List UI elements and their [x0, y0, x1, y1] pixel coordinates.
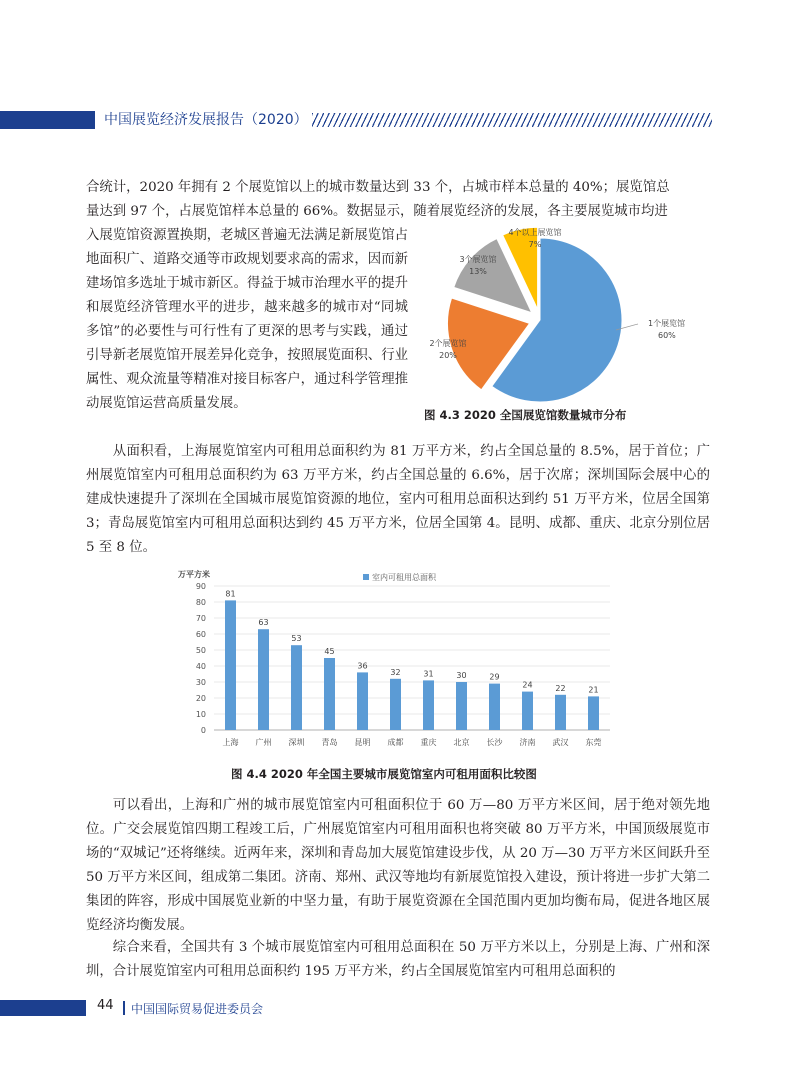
- y-tick-label: 80: [195, 598, 206, 607]
- pie-slice-label: 2个展览馆: [429, 339, 467, 348]
- paragraph-2: 从面积看，上海展览馆室内可租用总面积约为 81 万平方米，约占全国总量的 8.5%，居于首位；广州展览馆室内可租用总面积约为 63 万平方米，约占全国总量的 6.6%，居于次席；深圳国际会展中心的建成快速提升了深圳在全国城市展览馆资源的地位，室内可租用总面积达到约 51 万平方米，位居全国第 3；青岛展览馆室内可租用总面积达到约 45 万平方米，位居全国第 4。昆明、成都、重庆、北京分别位居 5 至 8 位。: [86, 444, 710, 555]
- bar: [522, 692, 533, 730]
- y-tick-label: 40: [195, 662, 206, 671]
- x-category-label: 上海: [222, 738, 239, 747]
- y-tick-label: 20: [195, 694, 206, 703]
- paragraph-1-line-1: 合统计，2020 年拥有 2 个展览馆以上的城市数量达到 33 个，占城市样本总量的 40%；展览馆总: [86, 180, 670, 195]
- bar: [489, 684, 500, 730]
- bar-chart-figure-4-4: [172, 562, 614, 757]
- pie-chart-figure-4-3: [420, 222, 720, 428]
- x-category-label: 重庆: [420, 738, 437, 747]
- bar-value-label: 45: [324, 647, 335, 656]
- bar: [225, 600, 236, 730]
- x-category-label: 长沙: [486, 738, 503, 747]
- pie-slice-percent: 7%: [528, 240, 542, 249]
- bar: [357, 672, 368, 730]
- x-category-label: 深圳: [288, 738, 305, 747]
- report-title: 中国展览经济发展报告（2020）: [104, 112, 308, 128]
- bar-value-label: 63: [258, 618, 269, 628]
- legend-swatch: [363, 574, 369, 580]
- bar-value-label: 31: [423, 669, 434, 679]
- bar-series: [223, 589, 602, 747]
- pie-slices: [448, 227, 622, 402]
- header-hatch-decoration: [312, 113, 712, 127]
- bar: [423, 680, 434, 730]
- paragraph-1-wrap: 入展览馆资源置换期，老城区普遍无法满足新展览馆占地面积广、道路交通等市政规划要求高的需求，因而新建场馆多选址于城市新区。得益于城市治理水平的提升和展览经济管理水平的进步，越来越多的城市对“同城多馆”的必要性与可行性有了更深的思考与实践，通过引导新老展览馆开展差异化竞争，按照展览面积、行业属性、观众流量等精准对接目标客户，通过科学管理推动展览馆运营高质量发展。: [86, 228, 408, 411]
- legend-label: 室内可租用总面积: [372, 573, 436, 582]
- figure-4-3-caption: 图 4.3 2020 全国展览馆数量城市分布: [424, 408, 627, 422]
- y-tick-label: 90: [195, 582, 206, 591]
- x-category-label: 昆明: [354, 738, 371, 747]
- pie-slice-percent: 60%: [658, 331, 676, 340]
- bar-value-label: 29: [489, 672, 500, 682]
- footer-separator: [123, 1001, 125, 1015]
- bar: [258, 629, 269, 730]
- x-category-label: 武汉: [552, 738, 569, 747]
- y-tick-label: 50: [195, 646, 206, 655]
- bar-grid: [196, 582, 610, 735]
- bar-value-label: 22: [555, 683, 566, 693]
- footer-organization: 中国国际贸易促进委员会: [131, 1002, 264, 1016]
- bar: [291, 645, 302, 730]
- x-category-label: 成都: [387, 738, 404, 747]
- bar: [588, 696, 599, 730]
- x-category-label: 广州: [255, 738, 272, 747]
- y-tick-label: 30: [195, 678, 206, 687]
- y-tick-label: 60: [195, 630, 206, 639]
- y-tick-label: 0: [200, 726, 206, 735]
- bar-value-label: 36: [357, 661, 368, 671]
- x-category-label: 东莞: [585, 738, 602, 747]
- pie-slice-percent: 13%: [469, 267, 487, 276]
- pie-slice-label: 3个展览馆: [459, 255, 497, 264]
- bar-value-label: 81: [225, 589, 236, 599]
- pie-slice-label: 4个以上展览馆: [508, 228, 562, 237]
- x-category-label: 北京: [453, 738, 470, 747]
- bar: [324, 658, 335, 730]
- footer-accent-bar: [0, 1000, 86, 1016]
- bar-value-label: 30: [456, 671, 467, 680]
- x-category-label: 济南: [519, 738, 536, 747]
- pie-slice-percent: 20%: [439, 351, 457, 360]
- y-tick-label: 10: [195, 710, 206, 719]
- y-tick-label: 70: [195, 614, 206, 623]
- bar-value-label: 32: [390, 667, 401, 677]
- pie-slice-label: 1个展览馆: [648, 319, 686, 328]
- y-axis-unit: 万平方米: [178, 570, 210, 579]
- bar: [555, 695, 566, 730]
- bar: [390, 679, 401, 730]
- bar-value-label: 53: [291, 634, 302, 644]
- bar-value-label: 24: [522, 680, 533, 690]
- x-category-label: 青岛: [321, 738, 338, 747]
- bar: [456, 682, 467, 730]
- figure-4-4-caption: 图 4.4 2020 年全国主要城市展览馆室内可租用面积比较图: [231, 767, 537, 781]
- paragraph-1-line-2: 量达到 97 个，占展览馆样本总量的 66%。数据显示，随着展览经济的发展，各主要展览城市均进: [86, 204, 668, 219]
- header-accent-bar: [0, 111, 95, 129]
- paragraph-3: 可以看出，上海和广州的城市展览馆室内可租面积位于 60 万—80 万平方米区间，居于绝对领先地位。广交会展览馆四期工程竣工后，广州展览馆室内可租用面积也将突破 80 万平方米，中国顶级展览市场的“双城记”还将继续。近两年来，深圳和青岛加大展览馆建设步伐，从 20 万—30 万平方米区间跃升至 50 万平方米区间，组成第二集团。济南、郑州、武汉等地均有新展览馆投入建设，预计将进一步扩大第二集团的阵容，形成中国展览业新的中坚力量，有助于展览资源在全国范围内更加均衡布局，促进各地区展览经济均衡发展。: [86, 798, 710, 933]
- page-number: 44: [97, 998, 114, 1013]
- bar-value-label: 21: [588, 685, 599, 695]
- paragraph-4: 综合来看，全国共有 3 个城市展览馆室内可租用总面积在 50 万平方米以上，分别是上海、广州和深圳，合计展览馆室内可租用总面积约 195 万平方米，约占全国展览馆室内可租用总面积的: [86, 940, 710, 979]
